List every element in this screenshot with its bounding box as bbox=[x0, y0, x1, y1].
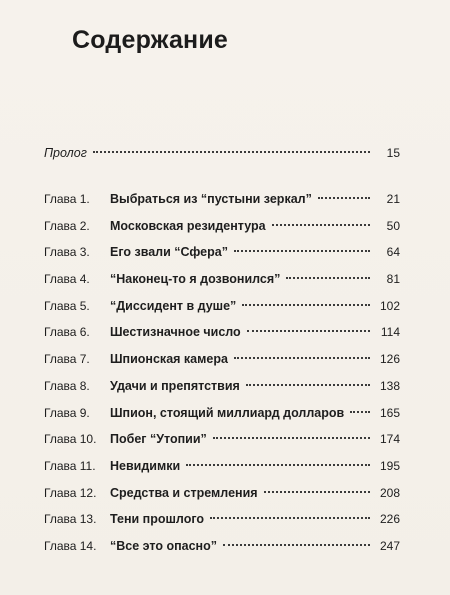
chapter-page-number: 114 bbox=[380, 325, 400, 340]
page-title: Содержание bbox=[72, 26, 229, 54]
toc-entry-chapter[interactable] bbox=[44, 512, 400, 539]
chapter-title: Побег “Утопии” bbox=[110, 432, 207, 447]
dot-leader bbox=[272, 223, 370, 226]
toc-entry-prologue[interactable] bbox=[44, 146, 400, 160]
dot-leader bbox=[186, 463, 370, 466]
dot-leader bbox=[318, 196, 370, 199]
dot-leader bbox=[223, 543, 370, 546]
dot-leader bbox=[93, 150, 370, 153]
toc-entry-chapter[interactable] bbox=[44, 325, 400, 352]
chapter-page-number: 81 bbox=[386, 272, 400, 287]
toc-entry-chapter[interactable] bbox=[44, 459, 400, 486]
toc-entry-chapter[interactable] bbox=[44, 539, 400, 566]
chapter-number: Глава 10. bbox=[44, 432, 97, 447]
toc-entry-chapter[interactable] bbox=[44, 379, 400, 406]
chapter-title: Шпионская камера bbox=[110, 352, 228, 367]
chapter-number: Глава 11. bbox=[44, 458, 96, 473]
chapter-page-number: 208 bbox=[379, 485, 400, 500]
prologue-page-number: 15 bbox=[386, 146, 400, 160]
toc-entry-chapter[interactable] bbox=[44, 352, 400, 379]
toc-entry-chapter[interactable] bbox=[44, 432, 400, 459]
chapter-number: Глава 4. bbox=[44, 272, 90, 287]
chapter-number: Глава 5. bbox=[44, 298, 90, 313]
chapter-title: “Все это опасно” bbox=[110, 538, 217, 553]
chapter-page-number: 195 bbox=[379, 458, 400, 473]
chapter-title: Удачи и препятствия bbox=[110, 378, 240, 393]
chapter-page-number: 165 bbox=[379, 405, 400, 420]
chapter-title: Шестизначное число bbox=[110, 325, 241, 340]
dot-leader bbox=[264, 490, 370, 493]
chapter-number: Глава 6. bbox=[44, 325, 90, 340]
chapter-number: Глава 1. bbox=[44, 192, 90, 206]
toc-entry-chapter[interactable] bbox=[44, 486, 400, 513]
chapter-page-number: 126 bbox=[379, 352, 400, 367]
chapter-title: Невидимки bbox=[110, 458, 181, 473]
dot-leader bbox=[246, 383, 370, 386]
dot-leader bbox=[350, 410, 370, 413]
chapter-number: Глава 3. bbox=[44, 245, 90, 260]
table-of-contents bbox=[44, 192, 400, 566]
toc-entry-chapter[interactable] bbox=[44, 192, 400, 219]
toc-entry-chapter[interactable] bbox=[44, 245, 400, 272]
chapter-page-number: 247 bbox=[379, 538, 400, 553]
chapter-number: Глава 9. bbox=[44, 405, 90, 420]
chapter-page-number: 21 bbox=[386, 192, 400, 206]
dot-leader bbox=[234, 249, 370, 252]
chapter-title: “Диссидент в душе” bbox=[110, 298, 237, 313]
chapter-page-number: 50 bbox=[386, 218, 400, 233]
chapter-title: Тени прошлого bbox=[110, 512, 205, 527]
dot-leader bbox=[234, 356, 370, 359]
chapter-page-number: 64 bbox=[386, 245, 400, 260]
chapter-number: Глава 14. bbox=[44, 538, 97, 553]
chapter-number: Глава 2. bbox=[44, 218, 90, 233]
chapter-number: Глава 12. bbox=[44, 485, 97, 500]
dot-leader bbox=[286, 276, 370, 279]
chapter-title: Средства и стремления bbox=[110, 485, 258, 500]
chapter-number: Глава 7. bbox=[44, 352, 90, 367]
toc-entry-chapter[interactable] bbox=[44, 406, 400, 433]
chapter-title: Московская резидентура bbox=[110, 218, 266, 233]
dot-leader bbox=[213, 436, 370, 439]
chapter-page-number: 138 bbox=[379, 378, 400, 393]
toc-entry-chapter[interactable] bbox=[44, 272, 400, 299]
chapter-title: Его звали “Сфера” bbox=[110, 245, 228, 260]
toc-entry-chapter[interactable] bbox=[44, 299, 400, 326]
toc-entry-chapter[interactable] bbox=[44, 219, 400, 246]
prologue-label: Пролог bbox=[44, 146, 87, 160]
chapter-page-number: 174 bbox=[379, 432, 400, 447]
chapter-title: Выбраться из “пустыни зеркал” bbox=[110, 192, 312, 206]
chapter-page-number: 102 bbox=[379, 298, 400, 313]
chapter-number: Глава 8. bbox=[44, 378, 90, 393]
dot-leader bbox=[247, 329, 370, 332]
chapter-title: “Наконец-то я дозвонился” bbox=[110, 272, 281, 287]
chapter-title: Шпион, стоящий миллиард долларов bbox=[110, 405, 345, 420]
dot-leader bbox=[210, 516, 370, 519]
chapter-page-number: 226 bbox=[379, 512, 400, 527]
dot-leader bbox=[242, 303, 370, 306]
chapter-number: Глава 13. bbox=[44, 512, 97, 527]
